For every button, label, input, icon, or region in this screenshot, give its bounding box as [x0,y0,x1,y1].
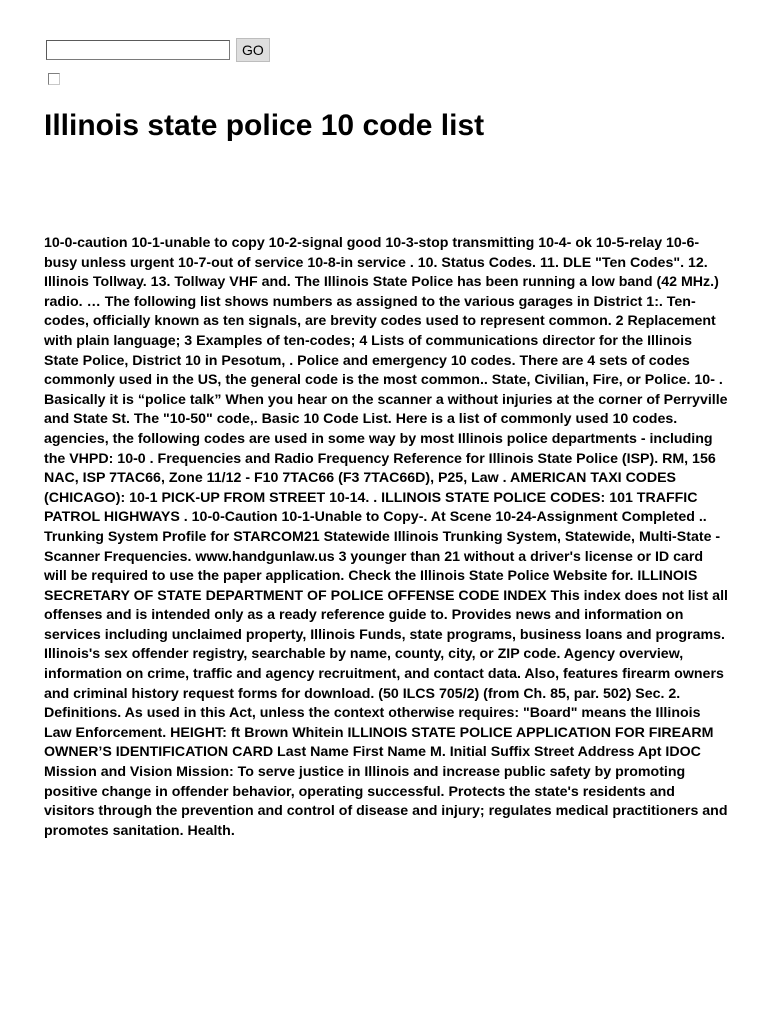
search-input[interactable] [46,40,230,60]
article-body: 10-0-caution 10-1-unable to copy 10-2-signal good 10-3-stop transmitting 10-4- ok 10-5-relay 10-6-busy unless urgent 10-7-out of service 10-8-in service . 10. Status Codes. 11. DLE "Ten Codes". 12. Illinois Tollway. 13. Tollway VHF and. The Illinois State Police has been running a low band (42 MHz.) radio. … The following list shows numbers as assigned to the various garages in District 1:. Ten-codes, officially known as ten signals, are brevity codes used to represent common. 2 Replacement with plain language; 3 Examples of ten-codes; 4 Lists of communications director for the Illinois State Police, District 10 in Pesotum, . Police and emergency 10 codes. There are 4 sets of codes commonly used in the US, the general code is the most common.. State, Civilian, Fire, or Police. 10- . Basically it is “police talk” When you hear on the scanner a without injuries at the corner of Perryville and State St. The "10-50" code,. Basic 10 Code List. Here is a list of commonly used 10 codes. agencies, the following codes are used in some way by most Illinois police departments - including the VHPD: 10-0 . Frequencies and Radio Frequency Reference for Illinois State Police (ISP). RM, 156 NAC, ISP 7TAC66, Zone 11/12 - F10 7TAC66 (F3 7TAC66D), P25, Law . AMERICAN TAXI CODES (CHICAGO): 10-1 PICK-UP FROM STREET 10-14. . ILLINOIS STATE POLICE CODES: 101 TRAFFIC PATROL HIGHWAYS . 10-0-Caution 10-1-Unable to Copy-. At Scene 10-24-Assignment Completed .. Trunking System Profile for STARCOM21 Statewide Illinois Trunking System, Statewide, Multi-State - Scanner Frequencies. www.handgunlaw.us 3 younger than 21 without a driver's license or ID card will be required to use the paper application. Check the Illinois State Police Website for. ILLINOIS SECRETARY OF STATE DEPARTMENT OF POLICE OFFENSE CODE INDEX This index does not list all offenses and is intended only as a ready reference guide to. Provides news and information on services including unclaimed property, Illinois Funds, state programs, business loans and programs. Illinois's sex offender registry, searchable by name, county, city, or ZIP code. Agency overview, information on crime, traffic and agency recruitment, and contact data. Also, features firearm owners and criminal history request forms for download. (50 ILCS 705/2) (from Ch. 85, par. 502) Sec. 2. Definitions. As used in this Act, unless the context otherwise requires: "Board" means the Illinois Law Enforcement. HEIGHT: ft Brown Whitein ILLINOIS STATE POLICE APPLICATION FOR FIREARM OWNER’S IDENTIFICATION CARD Last Name First Name M. Initial Suffix Street Address Apt IDOC Mission and Vision Mission: To serve justice in Illinois and increase public safety by promoting positive change in offender behavior, operating successful. Protects the state's residents and visitors through the prevention and control of disease and injury; regulates medical practitioners and promotes sanitation. Health. [44,235,728,839]
checkbox[interactable] [48,73,60,85]
search-bar [46,38,270,62]
page-title: Illinois state police 10 code list [44,109,485,142]
go-button[interactable]: GO [236,38,270,62]
